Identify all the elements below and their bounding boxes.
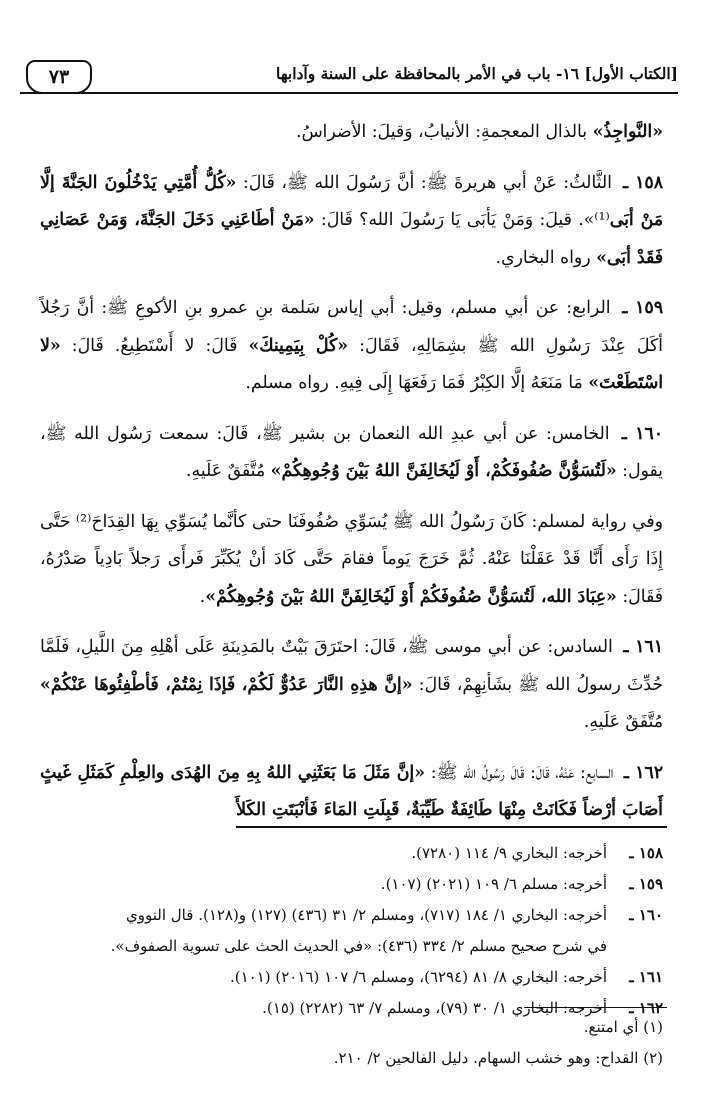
text-run: بالذال المعجمةِ: الأنيابُ، وَقيلَ: الأضراسُ. xyxy=(295,122,593,142)
hadith-paragraph xyxy=(40,755,663,830)
takhrij-entry xyxy=(40,869,663,900)
takhrij-text: أخرجه: البخاري ١/ ١٨٤ (٧١٧)، ومسلم ٢/ ٣١ (٤٣٦) (١٢٧) و(١٢٨). قال النووي xyxy=(126,906,607,924)
footnotes xyxy=(40,1012,663,1074)
hadith-paragraph xyxy=(40,165,663,278)
takhrij-entry xyxy=(40,900,663,962)
text-run: مَا مَنَعَهُ إلَّا الكِبْرُ فَمَا رَفَعَهَا إِلَى فِيهِ. رواه مسلم. xyxy=(245,373,589,393)
hadith-quote: «عِبَادَ الله، لَتُسَوُّنَّ صُفُوفَكُمْ أَوْ لَيُخَالِفَنَّ اللهُ بَيْنَ وُجُوهِكُمْ» xyxy=(205,586,617,607)
hadith-quote: «إنَّ هذِهِ النَّارَ عَدُوٌّ لَكُمْ، فَإذَا نِمْتُمْ، فَأطْفِئُوهَا عَنْكُمْ» xyxy=(40,674,413,695)
takhrij-entry xyxy=(40,962,663,993)
hadith-number: ١٥٨ ـ xyxy=(615,172,663,193)
hadith-number: ١٦٠ ـ xyxy=(613,423,663,444)
hadith-quote: «النَّواجِذُ» xyxy=(592,122,663,142)
hadith-quote: «مَنْ أطَاعَنِي دَخَلَ الجَنَّةَ، وَمَنْ عَصَانِي فَقَدْ أبَى» xyxy=(40,210,663,268)
takhrij-continuation: في شرح صحيح مسلم ٢/ ٣٣٤ (٤٣٦): «في الحديث الحث على تسوية الصفوف». xyxy=(110,937,607,955)
text-run: السادس: عن أبي موسى ﷺ، قَالَ: احتَرَقَ بَيْتٌ بالمَدِينَةِ عَلَى أهْلِهِ مِنَ اللَّيلِ، فَلَمَّا حُدِّثَ رسولُ الله ﷺ بشَأنِهِمْ، قَالَ: xyxy=(40,637,663,695)
takhrij-text: أخرجه: مسلم ٦/ ١٠٩ (٢٠٢١) (١٠٧). xyxy=(380,875,607,893)
hadith-quote: «لَتُسَوُّنَّ صُفُوفَكُمْ، أَوْ لَيُخَالِفَنَّ اللهُ بَيْنَ وُجُوهِكُمْ» xyxy=(270,461,617,481)
footnote-separator xyxy=(524,1007,667,1008)
hadith-paragraph xyxy=(40,416,663,491)
hadith-paragraph xyxy=(40,504,663,617)
footnote: (١) أي امتنع. xyxy=(583,1018,663,1036)
text-run: الرابع: عن أبي مسلم، وقيل: أبي إياس سَلمة بنِ عمرو بنِ الأكوعِ ﷺ: أنَّ رَجُلاً أكَلَ عِنْدَ رَسُولِ الله ﷺ بشِمَالِهِ، فَقَالَ: xyxy=(40,298,663,356)
page-number: ٧٣ xyxy=(26,60,92,94)
text-run: السابع: عَنْهُ، قَالَ: قَالَ رَسُولُ الله ﷺ: xyxy=(425,762,614,783)
text-run: قَالَ: لا أَسْتَطِيعُ. قَالَ: xyxy=(60,335,249,356)
takhrij-separator xyxy=(236,826,667,828)
hadith-quote: «كُلْ بِيَمِينكَ» xyxy=(248,335,349,356)
chapter-title: [الكتاب الأول] ١٦- باب في الأمر بالمحافظة على السنة وآدابها xyxy=(276,64,678,83)
text-run: رواه البخاري. xyxy=(495,247,597,268)
hadith-number: ١٦٢ ـ xyxy=(617,762,663,783)
takhrij-text: أخرجه: البخاري ٨/ ٨١ (٦٢٩٤)، ومسلم ٦/ ١٠٧ (٢٠١٦) (١٠١). xyxy=(229,968,607,986)
text-run: مُتَّفَقٌ عَلَيهِ. xyxy=(186,461,271,481)
text-run: الخامس: عن أبي عبدِ الله النعمان بن بشير ﷺ، قَالَ: سمعت رَسُول الله ﷺ، يقول: xyxy=(40,423,663,481)
takhrij-number: ١٦٢ ـ xyxy=(629,999,663,1017)
text-run: الثَّالثُ: عَنْ أبي هريرةَ ﷺ: أنَّ رَسُولَ الله ﷺ، قَالَ: xyxy=(236,172,612,193)
hadith-number: ١٦١ ـ xyxy=(616,637,663,657)
takhrij-notes xyxy=(40,838,663,1024)
text-run: ⁽¹⁾». قيلَ: وَمَنْ يَأبَى يَا رَسُولَ الله؟ قَالَ: xyxy=(314,210,610,230)
main-text xyxy=(40,114,663,843)
takhrij-number: ١٦١ ـ xyxy=(629,968,663,986)
takhrij-number: ١٥٩ ـ xyxy=(629,875,663,893)
takhrij-text: أخرجه: البخاري ٩/ ١١٤ (٧٢٨٠). xyxy=(411,844,607,862)
text-run: مُتَّفَقٌ عَلَيهِ. xyxy=(583,712,663,732)
takhrij-entry xyxy=(40,838,663,869)
footnote: (٢) القداح: وهو خشب السهام. دليل الفالحين ٢/ ٢١٠. xyxy=(333,1049,663,1067)
hadith-quote: «كُلُّ أُمَّتِي يَدْخُلُونَ الجَنَّةَ إلَّا مَنْ أبَى xyxy=(40,172,664,230)
hadith-number: ١٥٩ ـ xyxy=(614,298,663,318)
takhrij-number: ١٦٠ ـ xyxy=(629,906,663,924)
hadith-paragraph xyxy=(40,114,663,152)
takhrij-text: أخرجه: البخاري ١/ ٣٠ (٧٩)، ومسلم ٧/ ٦٣ (٢٢٨٢) (١٥). xyxy=(262,999,607,1017)
hadith-paragraph xyxy=(40,629,663,742)
hadith-quote: «لا اسْتَطَعْتَ» xyxy=(40,335,663,393)
text-run: . xyxy=(199,586,206,607)
text-run: وفي رواية لمسلم: كَانَ رَسُولُ الله ﷺ يُسَوِّي صُفُوفَنَا حتى كأنَّما يُسَوِّي بِهَا القِدَاحَ⁽²⁾ حَتَّى إِذَا رَأَى أَنَّا قَدْ عَقَلْنَا عَنْهُ. ثُمَّ خَرَجَ يَوماً فقامَ حَتَّى كَادَ أنْ يُكَبِّرَ فَرأَى رَجلاً بَادِياً صَدْرُهُ، فَقَالَ: xyxy=(40,511,663,607)
page-header xyxy=(20,62,678,94)
hadith-paragraph xyxy=(40,290,663,403)
hadith-quote: «إنَّ مَثَلَ مَا بَعَثَنِي اللهُ بِهِ مِنَ الهُدَى والعِلْمِ كَمَثَلِ غَيثٍ أَصَابَ أرْضاً فَكَانَتْ مِنْهَا طَائِفَةٌ طَيِّبَةٌ، قَبِلَتِ المَاءَ فَأنْبَتَتِ الكَلأَ xyxy=(40,762,663,820)
takhrij-number: ١٥٨ ـ xyxy=(629,844,663,862)
